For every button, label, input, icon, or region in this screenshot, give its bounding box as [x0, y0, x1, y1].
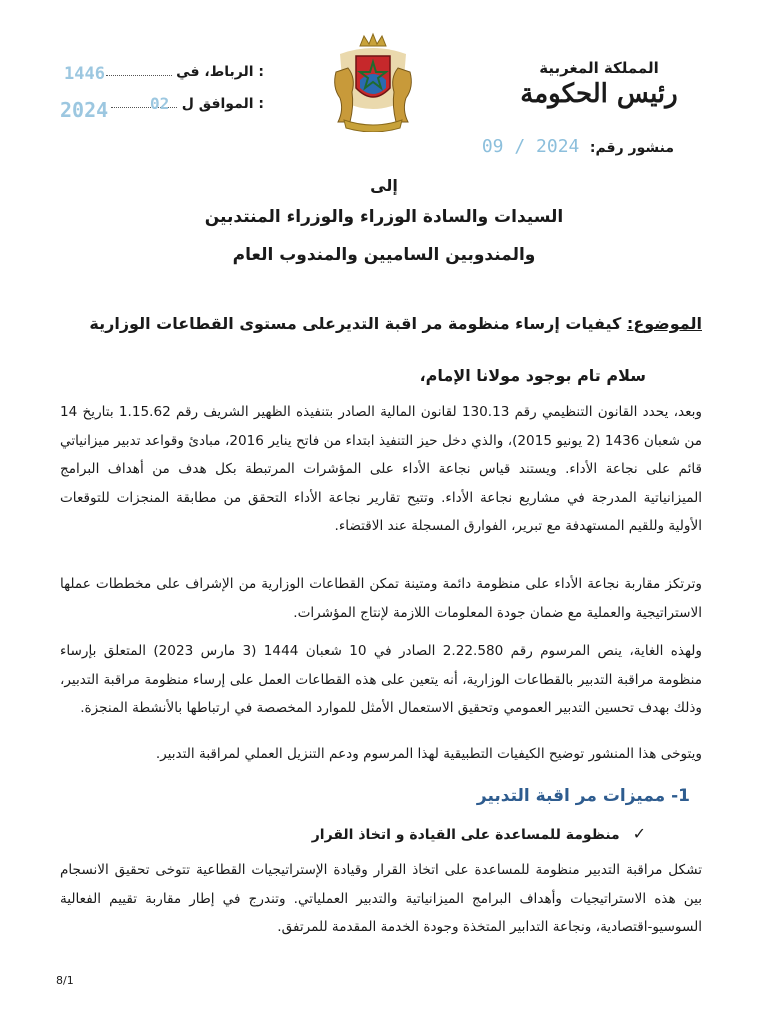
corresponding-date-line: [109, 96, 264, 112]
place-label: الرباط، في :: [176, 64, 264, 80]
circular-number-line: [482, 136, 674, 157]
letterhead-title: [514, 58, 684, 110]
gregorian-year-stamp: 2024: [60, 98, 109, 122]
head-of-government: رئيس الحكومة: [520, 79, 678, 109]
body-paragraph-2: وترتكز مقاربة نجاعة الأداء على منظومة دائمة ومتينة تمكن القطاعات الوزارية من الإشراف على مخططات عملها الاستراتيجية والعملية مع ضمان جودة المعلومات اللازمة لإنتاج المؤشرات.: [60, 576, 702, 621]
body-paragraph-4: ويتوخى هذا المنشور توضيح الكيفيات التطبيقية لهذا المرسوم ودعم التنزيل العملي لمراقبة التدبير.: [155, 746, 702, 762]
circular-number-stamp: 09 / 2024: [481, 136, 580, 157]
addressee-line-2: والمندوبين الساميين والمندوب العام: [232, 245, 536, 265]
circular-label: منشور رقم:: [589, 140, 674, 156]
greeting: سلام تام بوجود مولانا الإمام،: [419, 366, 646, 385]
corresponding-label: الموافق ل :: [181, 96, 264, 112]
subject-label: الموضوع:: [626, 314, 702, 333]
section-bullet-text: منظومة للمساعدة على القيادة و اتخاذ القرار: [311, 827, 620, 843]
section-heading: 1- مميزات مر اقبة التدبير: [476, 786, 690, 806]
dotted-line: [106, 65, 172, 76]
subject-line: [62, 314, 702, 333]
gregorian-month-stamp: 02: [150, 94, 170, 113]
kingdom-name: المملكة المغربية: [539, 59, 659, 77]
subject-text: كيفيات إرساء منظومة مر اقبة التديرعلى مستوى القطاعات الوزارية: [89, 314, 622, 333]
page-number: 8/1: [56, 974, 74, 987]
addressee-line-1: السيدات والسادة الوزراء والوزراء المنتدبين: [204, 207, 564, 227]
check-icon: ✓: [632, 824, 646, 843]
body-paragraph-3: ولهذه الغاية، ينص المرسوم رقم 2.22.580 الصادر في 10 شعبان 1444 (3 مارس 2023) المتعلق بإرساء منظومة مراقبة التدبير بالقطاعات الوزارية، أنه يتعين على هذه القطاعات العمل على إرساء منظومة مراقبة التدبير، وذلك بهدف تحسين التدبير العمومي وتحقيق الاستعمال الأمثل للموارد المخصصة في ارتباطها بالأنشطة المنجزة.: [60, 643, 702, 716]
hijri-year-stamp: 1446: [64, 64, 105, 84]
section-bullet: [312, 824, 646, 843]
place-date-line: [104, 64, 264, 80]
section-paragraph: تشكل مراقبة التدبير منظومة للمساعدة على اتخاذ القرار وقيادة الإستراتيجيات القطاعية تتوخى تحقيق الانسجام بين هذه الاستراتيجيات وأهداف البرامج الميزانياتية والتدبير العملياتي. وتندرج في إطار مقاربة تقييم الفعالية السوسيو-اقتصادية، ونجاعة التدابير المتخذة وجودة الخدمة المقدمة للمرتفق.: [60, 862, 702, 935]
body-paragraph-1: وبعد، يحدد القانون التنظيمي رقم 130.13 لقانون المالية الصادر بتنفيذه الظهير الشريف رقم 1.15.62 بتاريخ 14 من شعبان 1436 (2 يونيو 2015)، والذي دخل حيز التنفيذ ابتداء من فاتح يناير 2016، مبادئ وقواعد تدبير ميزانياتي قائم على نجاعة الأداء. ويستند قياس نجاعة الأداء على المؤشرات المرتبطة بكل هدف من أهداف البرامج الميزانياتية المدرجة في مشاريع نجاعة الأداء. وتتيح تقارير نجاعة الأداء التحقق من مطابقة المنجزات للتوقعات الأولية وللقيم المستهدفة مع تبرير، الفوارق المسجلة عند الاقتضاء.: [60, 404, 703, 534]
moroccan-coat-of-arms-icon: [330, 32, 416, 132]
to-label: إلى: [370, 176, 398, 195]
